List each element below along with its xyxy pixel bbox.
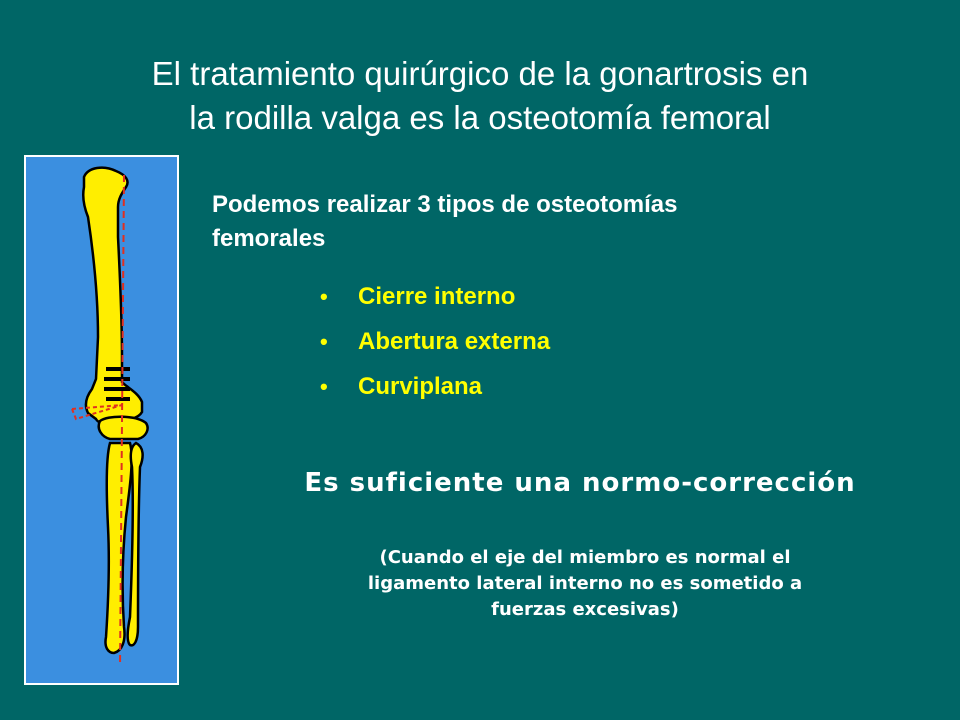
note-line-1: (Cuando el eje del miembro es normal el: [379, 547, 791, 568]
intro-line-2: femorales: [212, 225, 326, 252]
slide-title: [60, 52, 900, 140]
bullet-marker: •: [320, 284, 328, 309]
bullet-marker: •: [320, 329, 328, 354]
note-line-2: ligamento lateral interno no es sometido a: [367, 573, 803, 594]
bullet-marker: •: [320, 374, 328, 399]
list-item: [320, 278, 550, 323]
list-item-label: Abertura externa: [358, 328, 551, 355]
list-item-label: Curviplana: [358, 373, 483, 400]
list-item: [320, 323, 550, 368]
tibial-plateau: [99, 417, 148, 439]
list-item-label: Cierre interno: [358, 283, 516, 310]
intro-line-1: Podemos realizar 3 tipos de osteotomías: [212, 191, 678, 218]
leg-bone-drawing: [26, 157, 177, 683]
slide-title-line-2: la rodilla valga es la osteotomía femoral: [189, 99, 771, 136]
slide-title-line-1: El tratamiento quirúrgico de la gonartrosis en: [151, 55, 809, 92]
osteotomy-types-list: [320, 278, 550, 413]
note-line-3: fuerzas excesivas): [491, 599, 679, 620]
list-item: [320, 368, 550, 413]
explanation-note: [270, 545, 900, 623]
leg-bone-illustration: [24, 155, 179, 685]
femur-bone: [83, 168, 142, 422]
tibia-bone: [105, 443, 131, 653]
correction-statement: Es suficiente una normo-corrección: [304, 468, 856, 498]
intro-text: [212, 188, 852, 256]
